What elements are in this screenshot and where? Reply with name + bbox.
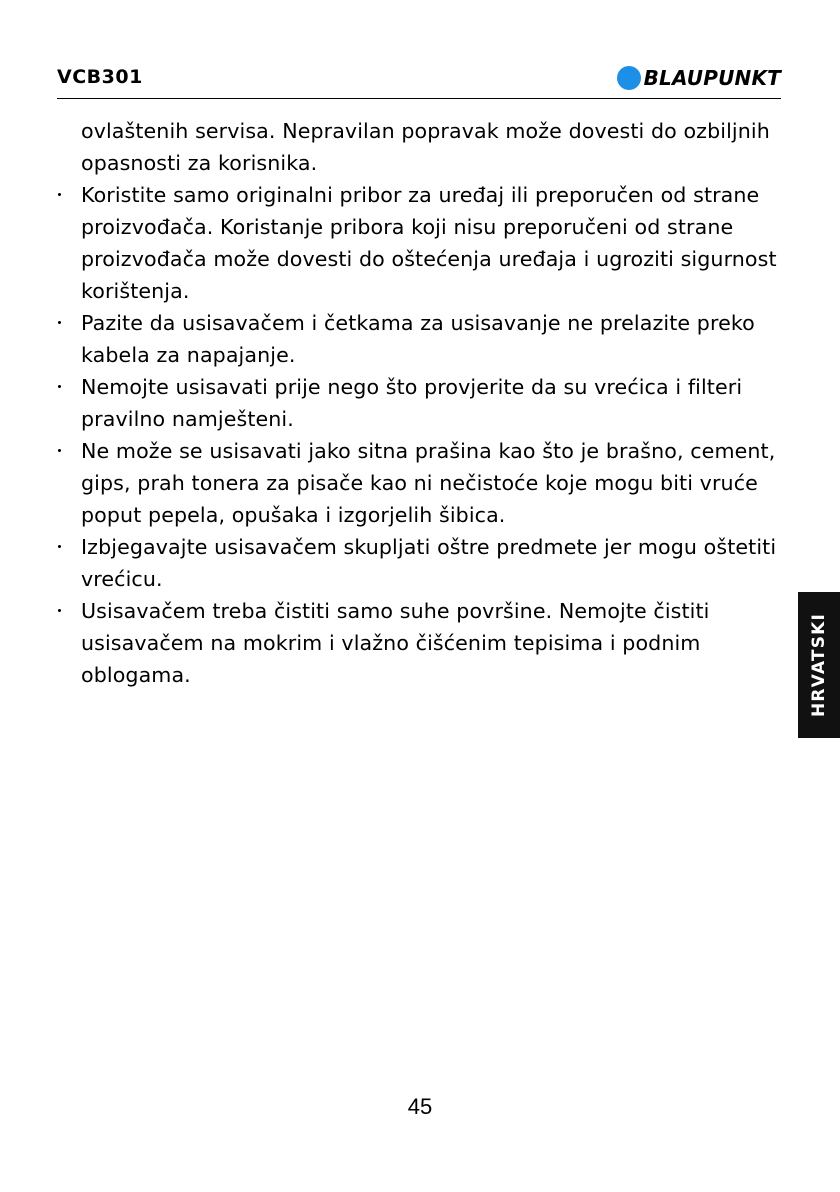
paragraph-text: ovlaštenih servisa. Nepravilan popravak može dovesti do ozbiljnih opasnosti za korisnika. — [81, 119, 770, 175]
page-header — [57, 64, 781, 99]
bullet-text: Nemojte usisavati prije nego što provjerite da su vrećica i filteri pravilno namješteni. — [81, 375, 743, 431]
bullet-item — [50, 179, 790, 307]
model-name: VCB301 — [57, 66, 143, 88]
brand-name: BLAUPUNKT — [643, 66, 781, 90]
bullet-item — [50, 435, 790, 531]
bullet-item — [50, 595, 790, 691]
brand-dot-icon — [617, 66, 641, 90]
paragraph — [50, 115, 790, 179]
bullet-text: Usisavačem treba čistiti samo suhe površine. Nemojte čistiti usisavačem na mokrim i vlažno čišćenim tepisima i podnim oblogama. — [81, 599, 710, 687]
bullet-item — [50, 531, 790, 595]
bullet-item — [50, 371, 790, 435]
language-tab — [798, 592, 840, 738]
page-number: 45 — [407, 1094, 433, 1119]
bullet-item — [50, 307, 790, 371]
bullet-text: Izbjegavajte usisavačem skupljati oštre predmete jer mogu oštetiti vrećicu. — [81, 535, 777, 591]
bullet-text: Pazite da usisavačem i četkama za usisavanje ne prelazite preko kabela za napajanje. — [81, 311, 755, 367]
bullet-text: Koristite samo originalni pribor za uređaj ili preporučen od strane proizvođača. Koristanje pribora koji nisu preporučeni od strane proizvođača može dovesti do oštećenja uređaja i ugroziti sigurnost korištenja. — [81, 183, 777, 303]
safety-instructions — [50, 115, 790, 691]
brand-logo — [617, 66, 781, 90]
bullet-text: Ne može se usisavati jako sitna prašina kao što je brašno, cement, gips, prah tonera za pisače kao ni nečistoće koje mogu biti vruće poput pepela, opušaka i izgorjelih šibica. — [81, 439, 776, 527]
language-tab-label: HRVATSKI — [809, 612, 829, 718]
